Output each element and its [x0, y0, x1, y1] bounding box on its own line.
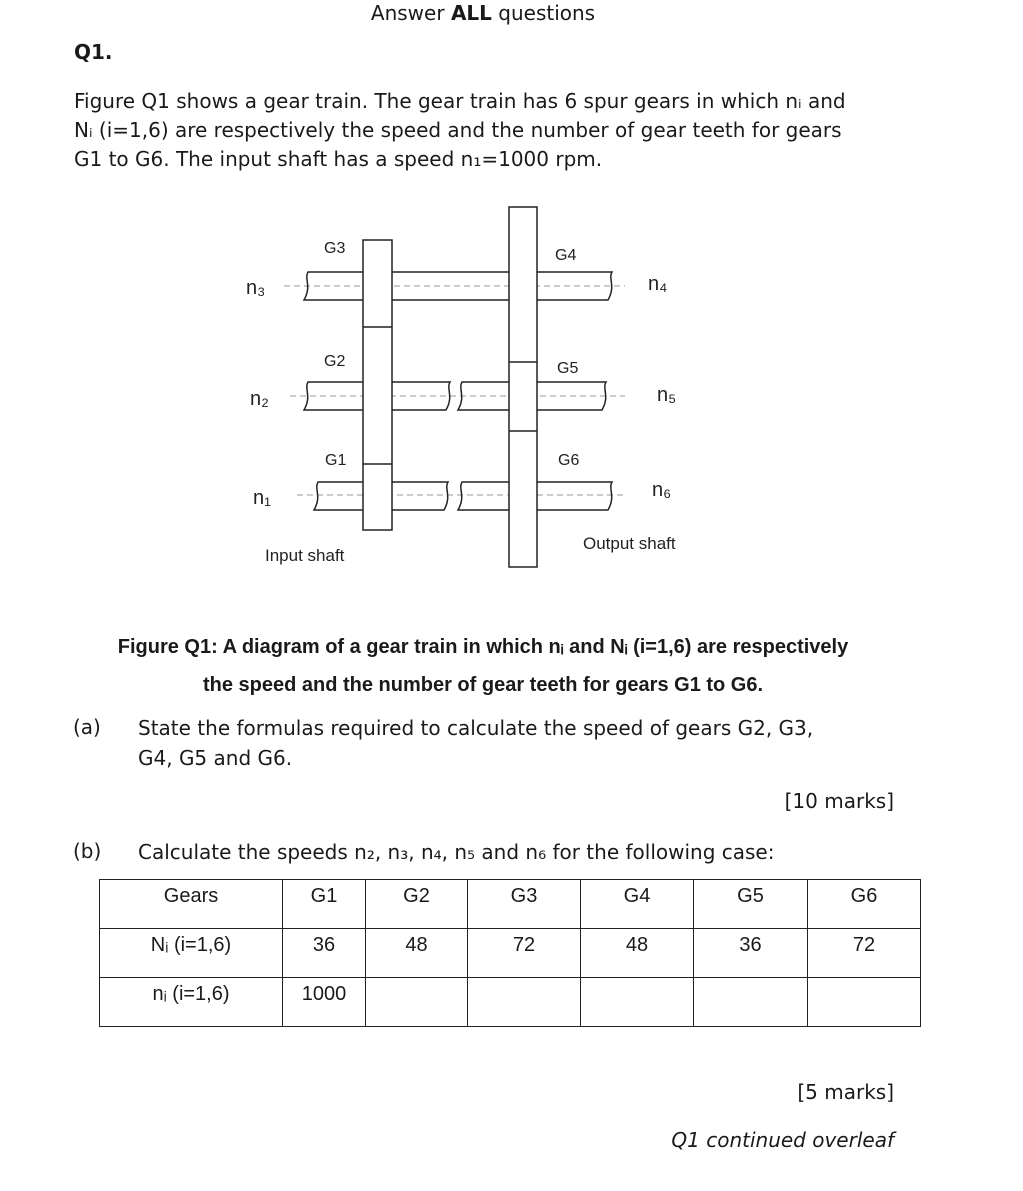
figure-caption: [60, 628, 906, 704]
input-shaft-label: Input shaft: [265, 546, 345, 565]
gear-stack-left: [363, 240, 392, 530]
table-cell: nᵢ (i=1,6): [100, 978, 283, 1027]
instructions-header: Answer ALL questions: [370, 1, 596, 25]
table-cell: G4: [581, 880, 694, 929]
part-a-text: [138, 713, 898, 773]
table-cell: Gears: [100, 880, 283, 929]
table-cell[interactable]: [468, 978, 581, 1027]
label-n6: n₆: [652, 479, 672, 501]
part-b-label: (b): [73, 839, 102, 863]
output-shaft-label: Output shaft: [583, 534, 676, 553]
part-a-marks: [10 marks]: [784, 789, 894, 813]
intro-line-2: Nᵢ (i=1,6) are respectively the speed and the number of gear teeth for gears: [74, 118, 842, 142]
label-n1: n₁: [253, 487, 271, 509]
part-a-line-1: State the formulas required to calculate the speed of gears G2, G3,: [138, 716, 814, 740]
table-cell: G5: [694, 880, 808, 929]
table-cell: 36: [283, 929, 366, 978]
gear-stack-right: [509, 207, 537, 567]
intro-line-3: G1 to G6. The input shaft has a speed n₁=1000 rpm.: [74, 147, 603, 171]
table-header-row: [100, 880, 921, 929]
label-n5: n₅: [657, 384, 677, 406]
label-n4: n₄: [648, 273, 668, 295]
continued-note: Q1 continued overleaf: [671, 1128, 894, 1152]
gear-data-table: [99, 879, 921, 1027]
table-cell: G1: [283, 880, 366, 929]
part-b-marks: [5 marks]: [797, 1080, 894, 1104]
label-g1: G1: [325, 452, 347, 469]
table-cell: G3: [468, 880, 581, 929]
label-g3: G3: [324, 240, 346, 257]
question-intro: [74, 87, 894, 174]
question-number: Q1.: [74, 40, 113, 64]
table-cell: 36: [694, 929, 808, 978]
gear-train-diagram: [240, 200, 720, 580]
part-b-text: Calculate the speeds n₂, n₃, n₄, n₅ and n₆ for the following case:: [138, 840, 775, 864]
table-cell: 72: [808, 929, 921, 978]
table-cell: Nᵢ (i=1,6): [100, 929, 283, 978]
table-cell[interactable]: [366, 978, 468, 1027]
table-row-speed: [100, 978, 921, 1027]
label-g5: G5: [557, 360, 579, 377]
label-n3: n₃: [246, 277, 266, 299]
intro-line-1: Figure Q1 shows a gear train. The gear train has 6 spur gears in which nᵢ and: [74, 89, 846, 113]
table-cell: 72: [468, 929, 581, 978]
table-cell[interactable]: [694, 978, 808, 1027]
caption-line-1: Figure Q1: A diagram of a gear train in which nᵢ and Nᵢ (i=1,6) are respectively: [117, 636, 849, 658]
table-cell: 48: [366, 929, 468, 978]
part-a-line-2: G4, G5 and G6.: [138, 746, 293, 770]
table-cell[interactable]: [808, 978, 921, 1027]
part-a-label: (a): [73, 715, 101, 739]
table-cell: G6: [808, 880, 921, 929]
label-g4: G4: [555, 247, 577, 264]
label-n2: n₂: [250, 388, 269, 410]
label-g2: G2: [324, 353, 346, 370]
table-row-teeth: [100, 929, 921, 978]
table-cell[interactable]: [581, 978, 694, 1027]
table-cell: 48: [581, 929, 694, 978]
caption-line-2: the speed and the number of gear teeth for gears G1 to G6.: [202, 674, 764, 696]
table-cell: 1000: [283, 978, 366, 1027]
table-cell: G2: [366, 880, 468, 929]
label-g6: G6: [558, 452, 580, 469]
